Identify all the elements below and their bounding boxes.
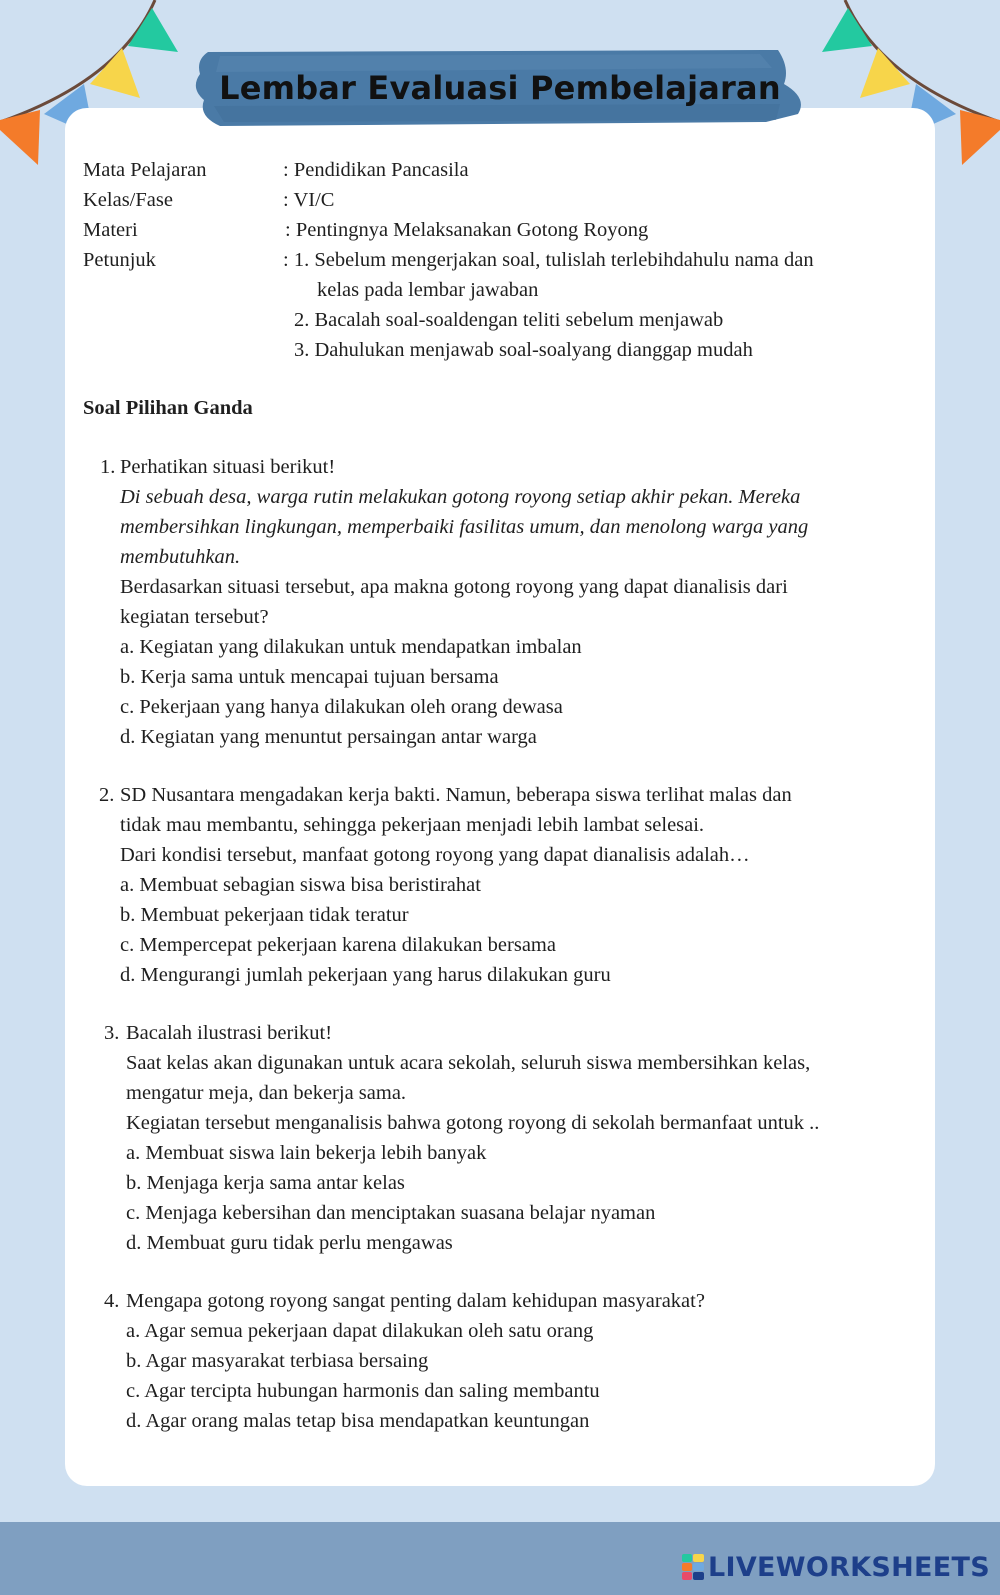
liveworksheets-logo[interactable] [682,1550,990,1584]
instruction-line: kelas pada lembar jawaban [317,279,539,301]
answer-option[interactable]: c. Menjaga kebersihan dan menciptakan suasana belajar nyaman [126,1202,656,1224]
question-number: 1. [100,456,116,478]
info-value-subject: : Pendidikan Pancasila [283,159,469,181]
question-text: membutuhkan. [120,546,241,568]
answer-option[interactable]: b. Membuat pekerjaan tidak teratur [120,904,409,926]
flag-green [822,8,872,52]
flag-orange [960,110,1000,165]
answer-option[interactable]: c. Agar tercipta hubungan harmonis dan saling membantu [126,1380,600,1402]
question-text: Dari kondisi tersebut, manfaat gotong royong yang dapat dianalisis adalah… [120,844,750,866]
answer-option[interactable]: c. Pekerjaan yang hanya dilakukan oleh orang dewasa [120,696,563,718]
answer-option[interactable]: d. Mengurangi jumlah pekerjaan yang harus dilakukan guru [120,964,611,986]
question-number: 3. [104,1022,120,1044]
info-label-class: Kelas/Fase [83,189,173,211]
answer-option[interactable]: c. Mempercepat pekerjaan karena dilakukan bersama [120,934,556,956]
info-label-instructions: Petunjuk [83,249,156,271]
answer-option[interactable]: a. Kegiatan yang dilakukan untuk mendapatkan imbalan [120,636,582,658]
info-label-subject: Mata Pelajaran [83,159,207,181]
question-text: kegiatan tersebut? [120,606,269,628]
question-number: 2. [99,784,115,806]
question-text: SD Nusantara mengadakan kerja bakti. Namun, beberapa siswa terlihat malas dan [120,784,792,806]
question-text: tidak mau membantu, sehingga pekerjaan menjadi lebih lambat selesai. [120,814,705,836]
info-label-material: Materi [83,219,138,241]
liveworksheets-logo-text: LIVEWORKSHEETS [707,1551,990,1583]
question-number: 4. [104,1290,120,1312]
question-text: mengatur meja, dan bekerja sama. [126,1082,407,1104]
answer-option[interactable]: d. Kegiatan yang menuntut persaingan antar warga [120,726,537,748]
flag-orange [0,110,40,165]
question-text: Saat kelas akan digunakan untuk acara sekolah, seluruh siswa membersihkan kelas, [126,1052,811,1074]
question-text: Di sebuah desa, warga rutin melakukan gotong royong setiap akhir pekan. Mereka [120,486,801,508]
question-text: Bacalah ilustrasi berikut! [126,1022,333,1044]
section-title: Soal Pilihan Ganda [83,397,253,419]
answer-option[interactable]: b. Agar masyarakat terbiasa bersaing [126,1350,429,1372]
answer-option[interactable]: a. Membuat sebagian siswa bisa beristirahat [120,874,481,896]
answer-option[interactable]: b. Kerja sama untuk mencapai tujuan bersama [120,666,499,688]
answer-option[interactable]: a. Membuat siswa lain bekerja lebih banyak [126,1142,487,1164]
instruction-line: 3. Dahulukan menjawab soal-soalyang dianggap mudah [294,339,753,361]
question-text: Berdasarkan situasi tersebut, apa makna gotong royong yang dapat dianalisis dari [120,576,788,598]
answer-option[interactable]: d. Membuat guru tidak perlu mengawas [126,1232,453,1254]
question-text: Mengapa gotong royong sangat penting dalam kehidupan masyarakat? [126,1290,705,1312]
answer-option[interactable]: b. Menjaga kerja sama antar kelas [126,1172,405,1194]
info-value-class: : VI/C [283,189,335,211]
flag-green [128,8,178,52]
liveworksheets-logo-icon [682,1554,704,1580]
answer-option[interactable]: d. Agar orang malas tetap bisa mendapatkan keuntungan [126,1410,590,1432]
info-value-material: : Pentingnya Melaksanakan Gotong Royong [285,219,649,241]
answer-option[interactable]: a. Agar semua pekerjaan dapat dilakukan oleh satu orang [126,1320,594,1342]
instruction-line: 2. Bacalah soal-soaldengan teliti sebelum menjawab [294,309,724,331]
question-text: Perhatikan situasi berikut! [120,456,336,478]
question-text: Kegiatan tersebut menganalisis bahwa gotong royong di sekolah bermanfaat untuk .. [126,1112,820,1134]
page-title: Lembar Evaluasi Pembelajaran [219,69,781,107]
info-value-instructions: : 1. Sebelum mengerjakan soal, tulislah terlebihdahulu nama dan [283,249,814,271]
question-text: membersihkan lingkungan, memperbaiki fasilitas umum, dan menolong warga yang [120,516,809,538]
